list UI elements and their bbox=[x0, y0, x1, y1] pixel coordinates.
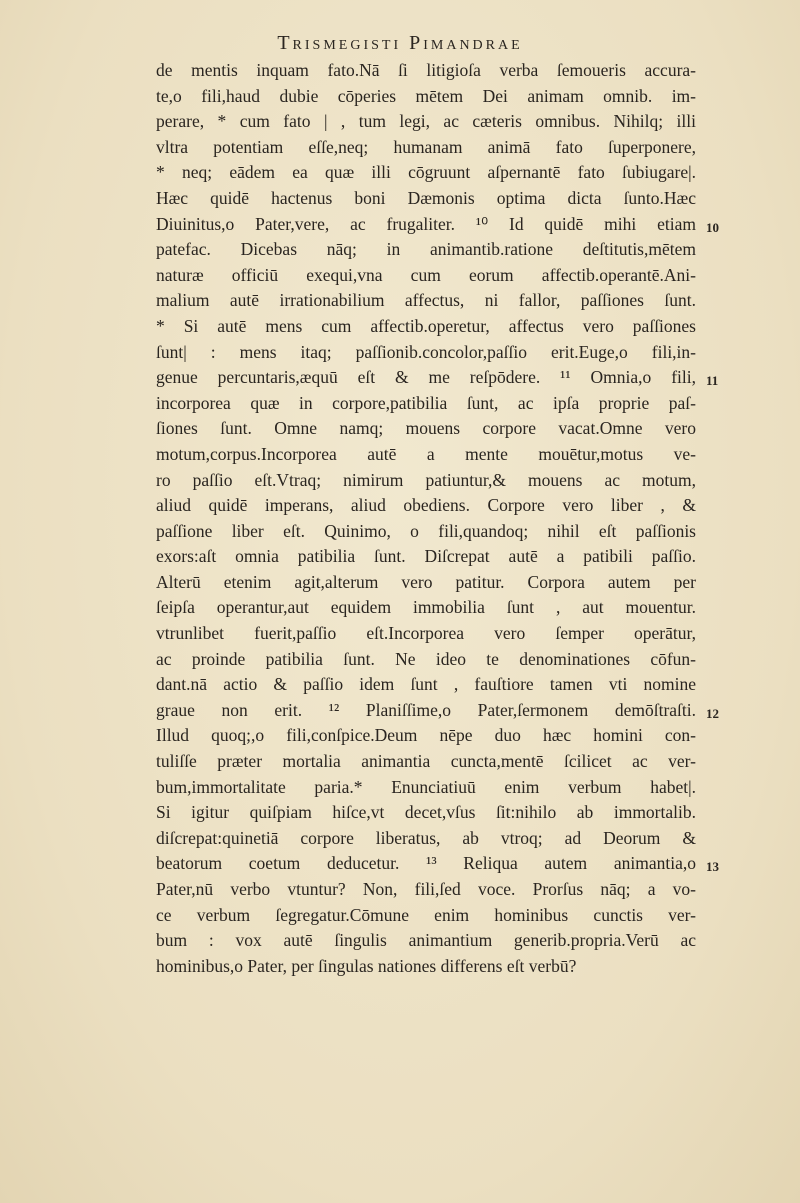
text-line: tuliſſe præter mortalia animantia cuncta,mentē ſcilicet ac ver- bbox=[156, 751, 696, 772]
text-line: ro paſſio eſt.Vtraq; nimirum patiuntur,& mouens ac motum, bbox=[156, 469, 696, 490]
text-line: vltra potentiam eſſe,neq; humanam animā fato ſuperponere, bbox=[156, 136, 696, 157]
text-line: malium autē irrationabilium affectus, ni fallor, paſſiones ſunt. bbox=[156, 290, 696, 311]
text-line: * Si autē mens cum affectib.operetur, affectus vero paſſiones bbox=[156, 315, 696, 336]
text-line: genue percuntaris,æquū eſt & me reſpōdere. ¹¹ Omnia,o fili, bbox=[156, 367, 696, 388]
text-line: te,o fili,haud dubie cōperies mētem Dei animam omnib. im- bbox=[156, 85, 696, 106]
text-line: beatorum coetum deducetur. ¹³ Reliqua autem animantia,o bbox=[156, 853, 696, 874]
text-line: graue non erit. ¹² Planiſſime,o Pater,ſermonem demōſtraſti. bbox=[156, 699, 696, 720]
text-line: hominibus,o Pater, per ſingulas nationes differens eſt verbū? bbox=[156, 955, 577, 976]
text-line: ſiones ſunt. Omne namq; mouens corpore vacat.Omne vero bbox=[156, 418, 696, 439]
text-line: paſſione liber eſt. Quinimo, o fili,quandoq; nihil eſt paſſionis bbox=[156, 520, 696, 541]
text-line: Pater,nū verbo vtuntur? Non, fili,ſed voce. Prorſus nāq; a vo- bbox=[156, 879, 696, 899]
margin-section-number: 10 bbox=[706, 220, 719, 235]
margin-section-number: 11 bbox=[706, 373, 719, 388]
text-line: naturæ officiū exequi,vna cum eorum affectib.operantē.Ani- bbox=[156, 264, 696, 285]
text-line: de mentis inquam fato.Nā ſi litigioſa verba ſemoueris accura- bbox=[156, 60, 696, 80]
text-line: diſcrepat:quinetiā corpore liberatus, ab vtroq; ad Deorum & bbox=[156, 827, 696, 848]
text-line: Alterū etenim agit,alterum vero patitur. Corpora autem per bbox=[156, 571, 696, 592]
text-line: exors:aſt omnia patibilia ſunt. Diſcrepat autē a patibili paſſio. bbox=[156, 546, 696, 567]
text-line: perare, * cum fato | , tum legi, ac cæteris omnibus. Nihilq; illi bbox=[156, 111, 696, 132]
text-line: ac proinde patibilia ſunt. Ne ideo te denominationes cōfun- bbox=[156, 648, 696, 669]
text-line: aliud quidē imperans, aliud obediens. Corpore vero liber , & bbox=[156, 495, 696, 516]
text-line: ſeipſa operantur,aut equidem immobilia ſunt , aut mouentur. bbox=[156, 597, 696, 618]
text-block bbox=[156, 58, 696, 979]
margin-section-number: 13 bbox=[706, 859, 719, 874]
text-line: Illud quoq;,o fili,conſpice.Deum nēpe duo hæc homini con- bbox=[156, 725, 696, 746]
text-line: incorporea quæ in corpore,patibilia ſunt, ac ipſa proprie paſ- bbox=[156, 392, 696, 413]
text-line: Hæc quidē hactenus boni Dæmonis optima dicta ſunto.Hæc bbox=[156, 187, 696, 208]
text-line: ce verbum ſegregatur.Cōmune enim hominibus cunctis ver- bbox=[156, 904, 696, 925]
text-line: bum : vox autē ſingulis animantium generib.propria.Verū ac bbox=[156, 930, 696, 951]
text-line: bum,immortalitate paria.* Enunciatiuū enim verbum habet|. bbox=[156, 776, 696, 797]
text-line: Si igitur quiſpiam hiſce,vt decet,vſus ſit:nihilo ab immortalib. bbox=[156, 802, 696, 823]
text-line: ſunt| : mens itaq; paſſionib.concolor,paſſio erit.Euge,o fili,in- bbox=[156, 341, 696, 362]
text-line: Diuinitus,o Pater,vere, ac frugaliter. ¹⁰ Id quidē mihi etiam bbox=[156, 213, 696, 234]
text-line: * neq; eādem ea quæ illi cōgruunt aſpernantē fato ſubiugare|. bbox=[156, 162, 696, 183]
margin-section-number: 12 bbox=[706, 706, 719, 721]
text-line: dant.nā actio & paſſio idem ſunt , fauſtiore tamen vti nomine bbox=[156, 674, 696, 695]
text-line: patefac. Dicebas nāq; in animantib.ratione deſtitutis,mētem bbox=[156, 239, 696, 260]
running-head: Trismegisti Pimandrae bbox=[277, 32, 523, 54]
text-line: motum,corpus.Incorporea autē a mente mouētur,motus ve- bbox=[156, 443, 696, 464]
text-line: vtrunlibet fuerit,paſſio eſt.Incorporea vero ſemper operātur, bbox=[156, 623, 696, 644]
